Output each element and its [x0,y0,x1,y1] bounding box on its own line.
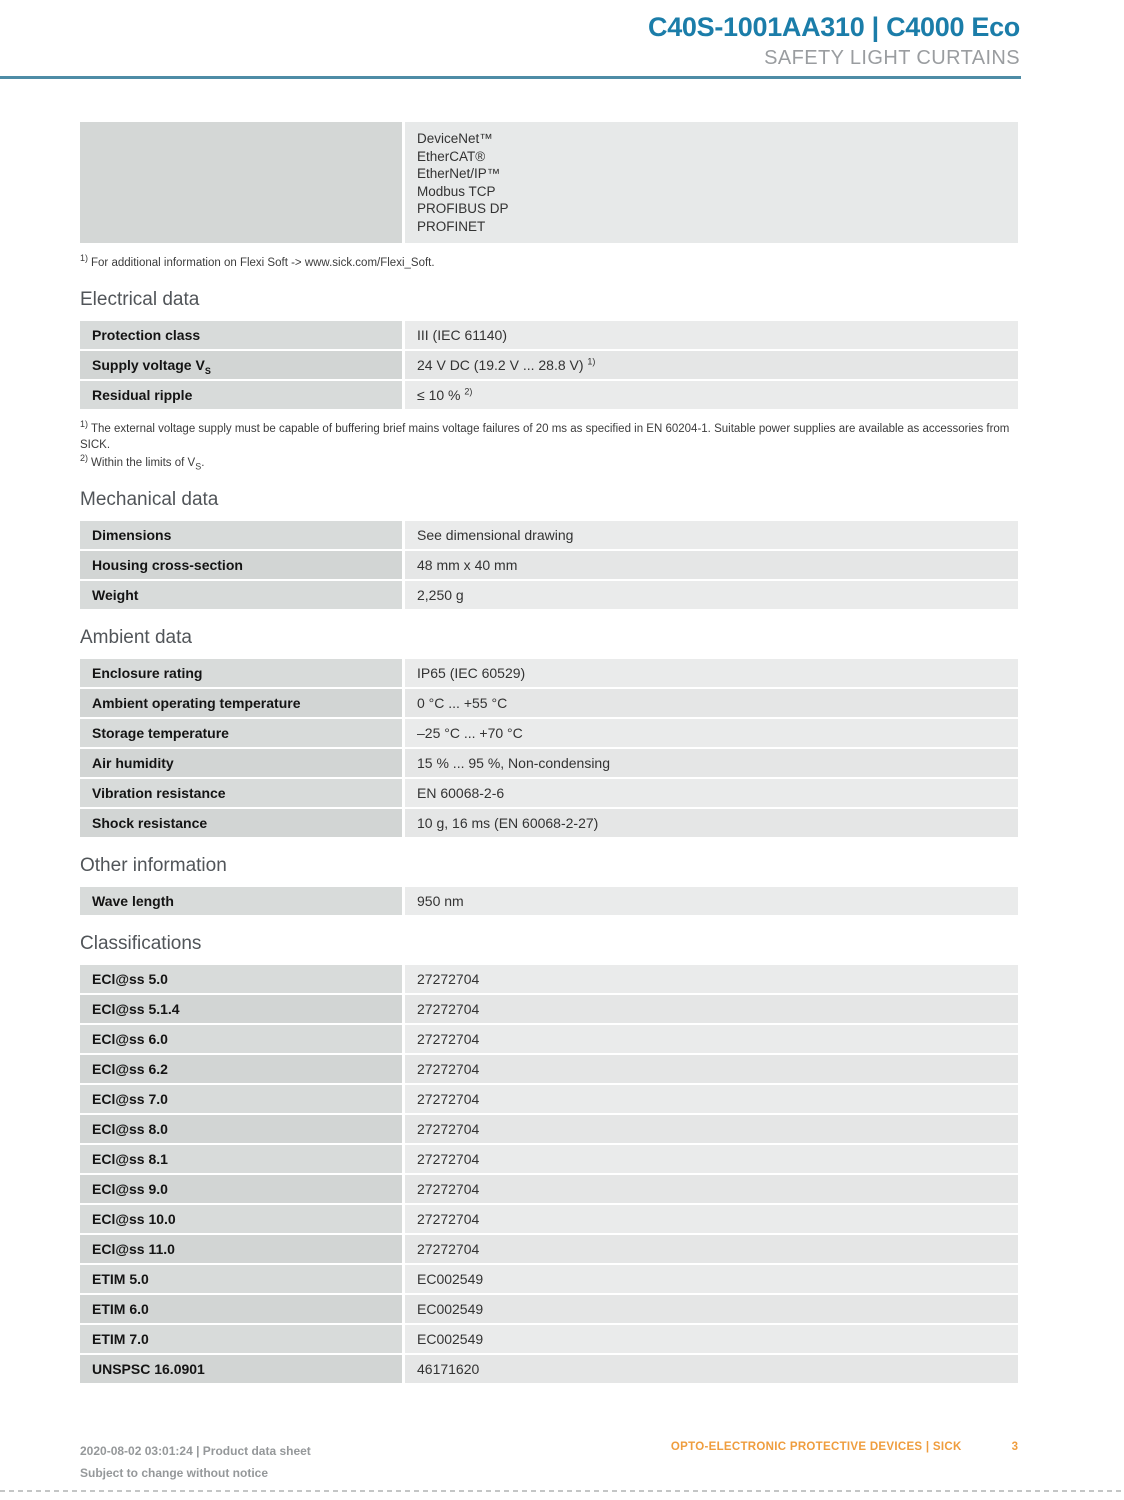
row-label: ECl@ss 11.0 [80,1235,402,1263]
row-value: EC002549 [405,1325,1018,1353]
page-footer [80,1440,1018,1484]
row-label: Protection class [80,321,402,349]
row-value: 27272704 [405,1205,1018,1233]
footnote: $^{1)}$ The external voltage supply must be capable of buffering brief mains voltage failures of 20 ms as specified in EN 60204-1. Suitable power supplies are available as accessories from SICK. [80,419,1010,451]
superscript-marker: 2) [464,386,473,397]
footnotes-top [80,255,1018,271]
row-label: UNSPSC 16.0901 [80,1355,402,1383]
interface-value-line: EtherNet/IP™ [417,166,501,181]
table-row [80,1055,1018,1083]
footnote-marker: 1) [80,419,89,430]
row-label: ETIM 5.0 [80,1265,402,1293]
row-label: ECl@ss 5.0 [80,965,402,993]
row-label: Air humidity [80,749,402,777]
row-label: ETIM 7.0 [80,1325,402,1353]
footnote: $^{2)}$ Within the limits of $V_S$. [80,453,205,472]
row-value: EN 60068-2-6 [405,779,1018,807]
superscript-marker: 1) [587,356,596,367]
section-classifications [80,933,1018,1383]
row-label: Shock resistance [80,809,402,837]
interface-value-line: EtherCAT® [417,148,486,164]
table-row [80,995,1018,1023]
datasheet-content [80,112,1018,1383]
table-row [80,351,1018,379]
row-value: 46171620 [405,1355,1018,1383]
row-value: 27272704 [405,1025,1018,1053]
product-category: SAFETY LIGHT CURTAINS [764,47,1020,69]
section-title: Mechanical data [80,489,219,510]
data-table [80,321,1018,409]
row-value: ≤ 10 % $^{2)}$ [405,381,1018,409]
interface-value-line: PROFINET [417,218,486,234]
table-row [80,1325,1018,1353]
interface-value-line: PROFIBUS DP [417,201,509,216]
row-value: See dimensional drawing [405,521,1018,549]
product-title: C40S-1001AA310 | C4000 Eco [648,12,1020,42]
table-row [80,1355,1018,1383]
row-label: ECl@ss 9.0 [80,1175,402,1203]
table-row [80,749,1018,777]
row-value: 950 nm [405,887,1018,915]
row-label: ECl@ss 6.2 [80,1055,402,1083]
table-row [80,809,1018,837]
row-label: Dimensions [80,521,402,549]
row-value: EC002549 [405,1295,1018,1323]
table-row [80,321,1018,349]
row-value: IP65 (IEC 60529) [405,659,1018,687]
section-title: Other information [80,855,227,876]
header-divider [0,76,1021,79]
data-table [80,965,1018,1383]
row-value: 27272704 [405,1055,1018,1083]
row-label: Enclosure rating [80,659,402,687]
subscript-text: S [195,461,202,472]
row-label: ECl@ss 10.0 [80,1205,402,1233]
footnotes-electrical [80,421,1018,471]
row-value: 27272704 [405,1235,1018,1263]
row-label: Vibration resistance [80,779,402,807]
interface-value-line: Modbus TCP [417,183,496,199]
table-row [80,887,1018,915]
footnote: $^{1)}$ For additional information on Flexi Soft -> www.sick.com/Flexi_Soft. [80,253,435,269]
row-label: ECl@ss 6.0 [80,1025,402,1053]
footer-meta [80,1440,311,1484]
row-label: Ambient operating temperature [80,689,402,717]
footer-timestamp: 2020-08-02 03:01:24 | Product data sheet [80,1444,311,1458]
footer-brand [671,1441,1018,1453]
page-header [648,12,1020,70]
row-label: Weight [80,581,402,609]
row-label: ECl@ss 7.0 [80,1085,402,1113]
table-row [80,122,1018,243]
footnote-marker: 1) [80,253,89,264]
row-label: Storage temperature [80,719,402,747]
row-value: 27272704 [405,1145,1018,1173]
row-value: 27272704 [405,1085,1018,1113]
interface-value-line: DeviceNet™ [417,131,493,146]
row-value-interface-list [405,122,1018,243]
footer-notice: Subject to change without notice [80,1466,269,1480]
section-ambient-data [80,627,1018,837]
row-label: Wave length [80,887,402,915]
row-value: 10 g, 16 ms (EN 60068-2-27) [405,809,1018,837]
row-value: 0 °C ... +55 °C [405,689,1018,717]
data-table [80,521,1018,609]
table-row [80,1265,1018,1293]
table-row [80,1085,1018,1113]
row-value: 48 mm x 40 mm [405,551,1018,579]
section-other-information [80,855,1018,915]
row-value: 27272704 [405,1175,1018,1203]
table-row [80,381,1018,409]
row-value: 27272704 [405,995,1018,1023]
row-value: 24 V DC (19.2 V ... 28.8 V) $^{1)}$ [405,351,1018,379]
section-title: Classifications [80,933,202,954]
table-row [80,719,1018,747]
row-value: 27272704 [405,1115,1018,1143]
section-title: Ambient data [80,627,192,648]
data-table [80,659,1018,837]
row-value: –25 °C ... +70 °C [405,719,1018,747]
row-value: 15 % ... 95 %, Non-condensing [405,749,1018,777]
section-electrical-data [80,289,1018,471]
table-row [80,779,1018,807]
table-row [80,1295,1018,1323]
row-value: EC002549 [405,1265,1018,1293]
table-row [80,689,1018,717]
row-value: 27272704 [405,965,1018,993]
data-table [80,887,1018,915]
row-label-empty [80,122,402,243]
row-label: Residual ripple [80,381,402,409]
table-row [80,581,1018,609]
section-mechanical-data [80,489,1018,609]
footnote-marker: 2) [80,453,89,464]
row-value: 2,250 g [405,581,1018,609]
page-cut-line [0,1490,1124,1492]
table-row [80,965,1018,993]
section-title: Electrical data [80,289,200,310]
row-label: Supply voltage $V_S$ [80,351,402,379]
table-row [80,1235,1018,1263]
footer-tagline: OPTO-ELECTRONIC PROTECTIVE DEVICES | SICK [670,1441,962,1453]
row-value: III (IEC 61140) [405,321,1018,349]
table-row [80,1145,1018,1173]
row-label: ECl@ss 8.0 [80,1115,402,1143]
table-row [80,521,1018,549]
row-label: ECl@ss 5.1.4 [80,995,402,1023]
table-row [80,1175,1018,1203]
subscript-text: S [204,365,211,376]
row-label: ECl@ss 8.1 [80,1145,402,1173]
table-row [80,1115,1018,1143]
row-label: ETIM 6.0 [80,1295,402,1323]
page-number: 3 [1011,1441,1018,1453]
table-row [80,551,1018,579]
table-row [80,659,1018,687]
table-row [80,1205,1018,1233]
row-label: Housing cross-section [80,551,402,579]
interface-table [80,122,1018,243]
table-row [80,1025,1018,1053]
